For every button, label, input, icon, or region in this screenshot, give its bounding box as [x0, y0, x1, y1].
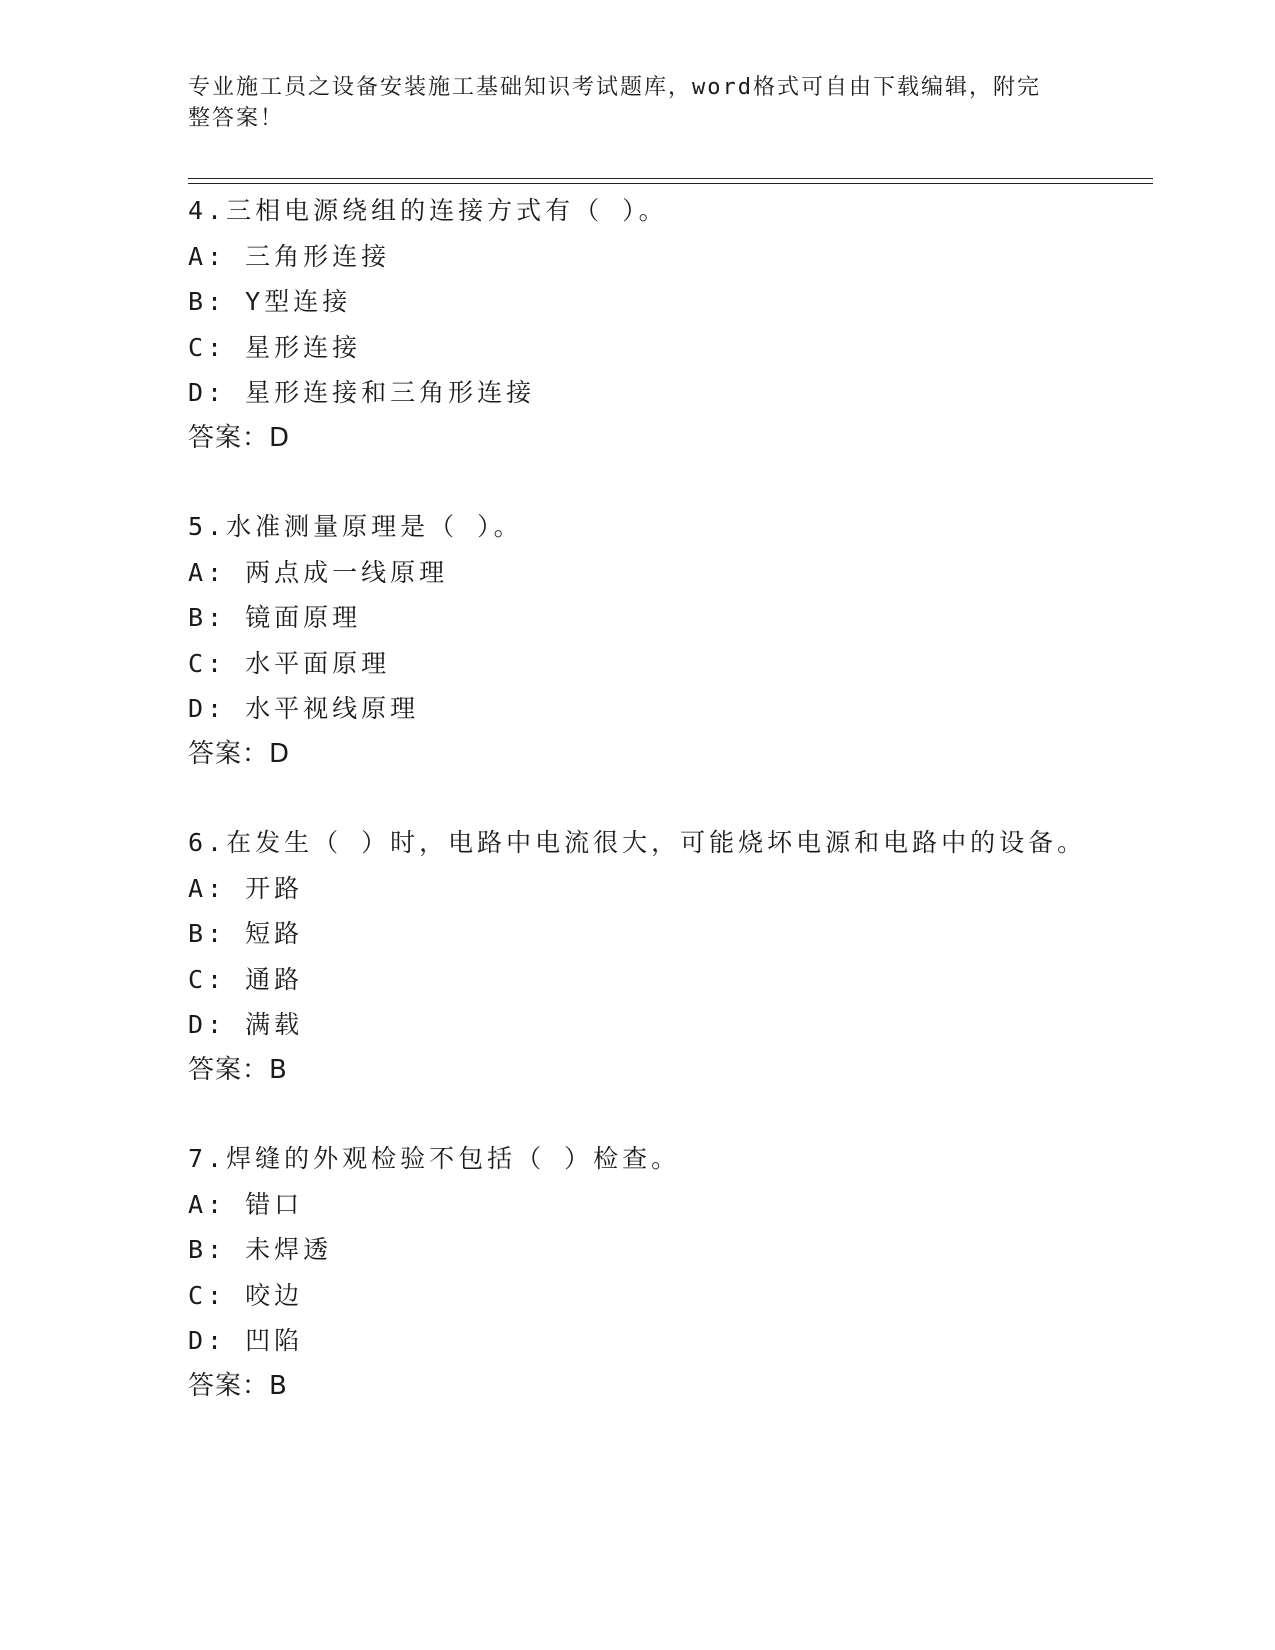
option-b: B: Y型连接: [188, 287, 352, 316]
option-c: C: 通路: [188, 964, 304, 994]
question-stem: 6.在发生（ ）时，电路中电流很大，可能烧坏电源和电路中的设备。: [188, 828, 1087, 857]
option-b: B: 镜面原理: [188, 603, 362, 632]
question-6: [188, 820, 1148, 1093]
option-a: A: 两点成一线原理: [188, 557, 449, 587]
header-divider-bottom: [188, 183, 1153, 184]
option-d: D: 星形连接和三角形连接: [188, 378, 536, 407]
header-divider-top: [188, 178, 1153, 179]
question-4: [188, 188, 1148, 461]
question-stem: 5.水准测量原理是（ ）。: [188, 512, 523, 541]
answer-label: 答案：B: [188, 1370, 288, 1401]
option-b: B: 未焊透: [188, 1235, 333, 1264]
option-a: A: 三角形连接: [188, 241, 391, 271]
answer-label: 答案：D: [188, 422, 291, 453]
header-line-2: 整答案！: [188, 106, 285, 131]
option-d: D: 满载: [188, 1010, 304, 1039]
question-stem: 7.焊缝的外观检验不包括（ ）检查。: [188, 1144, 681, 1173]
option-a: A: 错口: [188, 1189, 304, 1219]
option-d: D: 水平视线原理: [188, 694, 420, 723]
option-b: B: 短路: [188, 919, 304, 948]
header-line-1: 专业施工员之设备安装施工基础知识考试题库，word格式可自由下载编辑，附完: [188, 75, 1041, 100]
answer-label: 答案：B: [188, 1054, 288, 1085]
question-7: [188, 1136, 1148, 1409]
option-c: C: 咬边: [188, 1280, 304, 1310]
option-d: D: 凹陷: [188, 1326, 304, 1355]
option-c: C: 水平面原理: [188, 648, 391, 678]
option-a: A: 开路: [188, 873, 304, 903]
document-header: [188, 72, 1068, 134]
question-stem: 4.三相电源绕组的连接方式有（ ）。: [188, 196, 668, 225]
answer-label: 答案：D: [188, 738, 291, 769]
option-c: C: 星形连接: [188, 332, 362, 362]
question-5: [188, 504, 1148, 777]
